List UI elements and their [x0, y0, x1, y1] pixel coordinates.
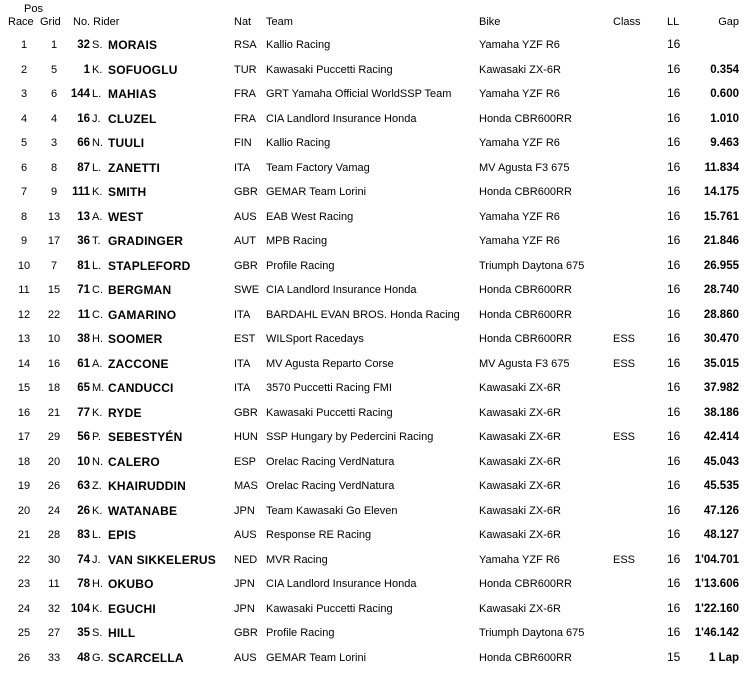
rider-surname: SCARCELLA: [108, 650, 184, 665]
grid-position: 10: [47, 333, 61, 345]
header-gap: Gap: [718, 16, 739, 28]
team-name: Kawasaki Puccetti Racing: [266, 602, 393, 615]
rider-initial: L.: [92, 259, 102, 272]
rider-number: 87: [77, 161, 90, 174]
bike-model: Kawasaki ZX-6R: [479, 406, 561, 419]
rider-number: 65: [77, 382, 90, 394]
gap-time: 1.010: [710, 112, 739, 125]
race-position: 14: [17, 357, 31, 370]
race-position: 20: [17, 504, 31, 517]
rider-number: 144: [70, 88, 90, 100]
nationality: NED: [234, 553, 258, 566]
rider-initial: N.: [92, 137, 103, 149]
laps-led: 16: [667, 135, 681, 149]
rider-surname: SOOMER: [108, 332, 163, 346]
bike-model: Kawasaki ZX-6R: [479, 504, 561, 517]
gap-time: 48.127: [703, 529, 739, 541]
bike-model: Kawasaki ZX-6R: [479, 480, 561, 492]
bike-model: Honda CBR600RR: [479, 308, 572, 321]
laps-led: 16: [667, 478, 681, 492]
rider-initial: N.: [92, 455, 103, 468]
rider-number: 104: [70, 602, 90, 615]
bike-model: MV Agusta F3 675: [479, 357, 570, 370]
gap-time: 1'46.142: [694, 627, 739, 639]
laps-led: 16: [667, 527, 681, 541]
table-row: [0, 646, 745, 671]
bike-model: Triumph Daytona 675: [479, 259, 585, 272]
grid-position: 3: [50, 137, 58, 149]
rider-number: 10: [77, 455, 90, 468]
team-name: Kallio Racing: [266, 137, 331, 149]
laps-led: 16: [667, 355, 681, 370]
gap-time: 0.354: [710, 63, 739, 76]
bike-model: MV Agusta F3 675: [479, 161, 570, 174]
grid-position: 27: [47, 627, 61, 639]
rider-initial: J.: [92, 112, 101, 125]
race-position: 21: [17, 529, 31, 541]
rider-initial: A.: [92, 210, 103, 223]
laps-led: 15: [667, 649, 681, 664]
table-row: [0, 499, 745, 524]
rider-surname: KHAIRUDDIN: [108, 479, 186, 493]
nationality: HUN: [234, 431, 258, 443]
team-name: 3570 Puccetti Racing FMI: [266, 382, 392, 394]
grid-position: 32: [47, 602, 61, 615]
rider-surname: ZANETTI: [108, 160, 161, 175]
team-name: MVR Racing: [266, 553, 328, 566]
gap-time: 28.740: [703, 284, 739, 296]
bike-model: Yamaha YZF R6: [479, 137, 560, 149]
nationality: GBR: [234, 627, 258, 639]
bike-model: Kawasaki ZX-6R: [479, 602, 561, 615]
bike-model: Honda CBR600RR: [479, 112, 572, 125]
header-class: Class: [613, 16, 641, 28]
grid-position: 18: [47, 382, 61, 394]
gap-time: 45.535: [703, 480, 739, 492]
rider-initial: G.: [92, 651, 104, 664]
gap-time: 30.470: [703, 333, 739, 345]
rider-surname: MORAIS: [108, 38, 158, 52]
laps-led: 16: [667, 453, 681, 468]
table-row: [0, 180, 745, 205]
bike-model: Kawasaki ZX-6R: [479, 529, 561, 541]
grid-position: 1: [50, 39, 58, 51]
team-name: Profile Racing: [266, 259, 335, 272]
gap-time: 1'13.606: [694, 578, 739, 590]
laps-led: 16: [667, 184, 681, 198]
rider-number: 71: [77, 284, 90, 296]
team-name: Profile Racing: [266, 627, 335, 639]
rider-surname: SOFUOGLU: [108, 62, 178, 77]
rider-initial: A.: [92, 357, 103, 370]
rider-surname: VAN SIKKELERUS: [108, 552, 216, 567]
rider-surname: RYDE: [108, 405, 142, 420]
gap-time: 1'22.160: [694, 602, 739, 615]
race-position: 19: [17, 480, 31, 492]
laps-led: 16: [667, 61, 681, 76]
rider-initial: L.: [92, 529, 102, 541]
header-race: Race: [8, 16, 34, 28]
gap-time: 21.846: [703, 235, 739, 247]
table-row: [0, 205, 745, 230]
rider-surname: EPIS: [108, 528, 137, 542]
table-row: [0, 401, 745, 426]
nationality: ESP: [234, 455, 257, 468]
grid-position: 7: [50, 259, 58, 272]
laps-led: 16: [667, 404, 681, 419]
rider-surname: ZACCONE: [108, 356, 169, 371]
race-position: 10: [17, 259, 31, 272]
grid-position: 15: [47, 284, 61, 296]
team-name: Kawasaki Puccetti Racing: [266, 63, 393, 76]
rider-initial: K.: [92, 602, 103, 615]
rider-number: 16: [77, 112, 90, 125]
laps-led: 16: [667, 380, 681, 394]
grid-position: 6: [50, 88, 58, 100]
bike-model: Honda CBR600RR: [479, 333, 572, 345]
laps-led: 16: [667, 257, 681, 272]
table-row: [0, 474, 745, 499]
grid-position: 20: [47, 455, 61, 468]
header-no-rider: No. Rider: [73, 16, 120, 28]
rider-surname: HILL: [108, 626, 136, 640]
team-name: Kallio Racing: [266, 39, 331, 51]
table-row: [0, 523, 745, 548]
class-label: ESS: [613, 333, 636, 345]
laps-led: 16: [667, 306, 681, 321]
race-position: 15: [17, 382, 31, 394]
gap-time: 0.600: [710, 88, 739, 100]
rider-number: 63: [77, 480, 90, 492]
rider-initial: K.: [92, 186, 103, 198]
header-nat: Nat: [234, 16, 252, 28]
race-position: 3: [20, 88, 28, 100]
table-row: [0, 572, 745, 597]
rider-surname: OKUBO: [108, 577, 154, 591]
grid-position: 4: [50, 112, 58, 125]
rider-number: 66: [77, 137, 90, 149]
nationality: JPN: [234, 504, 255, 517]
rider-initial: P.: [92, 431, 101, 443]
team-name: EAB West Racing: [266, 210, 354, 223]
race-position: 18: [17, 455, 31, 468]
table-row: [0, 254, 745, 279]
team-name: CIA Landlord Insurance Honda: [266, 284, 417, 296]
nationality: JPN: [234, 602, 255, 615]
rider-initial: J.: [92, 553, 101, 566]
nationality: TUR: [234, 63, 257, 76]
rider-surname: GAMARINO: [108, 307, 177, 322]
nationality: GBR: [234, 186, 258, 198]
race-position: 16: [17, 406, 31, 419]
rider-surname: SEBESTYÉN: [108, 430, 183, 444]
race-position: 12: [17, 308, 31, 321]
laps-led: 16: [667, 576, 681, 590]
race-position: 24: [17, 602, 31, 615]
gap-time: 28.860: [703, 308, 739, 321]
rider-surname: WEST: [108, 209, 144, 224]
rider-number: 74: [77, 553, 90, 566]
bike-model: Kawasaki ZX-6R: [479, 455, 561, 468]
rider-initial: C.: [92, 308, 103, 321]
laps-led: 16: [667, 625, 681, 639]
table-row: [0, 548, 745, 573]
grid-position: 33: [47, 651, 61, 664]
team-name: Team Kawasaki Go Eleven: [266, 504, 398, 517]
grid-position: 22: [47, 308, 61, 321]
header-team: Team: [266, 16, 293, 28]
laps-led: 16: [667, 110, 681, 125]
rider-initial: M.: [92, 382, 105, 394]
class-label: ESS: [613, 553, 636, 566]
bike-model: Yamaha YZF R6: [479, 39, 560, 51]
table-row: [0, 33, 745, 58]
gap-time: 38.186: [703, 406, 739, 419]
bike-model: Kawasaki ZX-6R: [479, 63, 561, 76]
class-label: ESS: [613, 357, 636, 370]
laps-led: 16: [667, 600, 681, 615]
race-position: 2: [20, 63, 28, 76]
race-position: 8: [20, 210, 28, 223]
table-row: [0, 131, 745, 156]
race-position: 4: [20, 112, 28, 125]
table-row: [0, 58, 745, 83]
laps-led: 16: [667, 37, 681, 51]
gap-time: 47.126: [703, 504, 739, 517]
grid-position: 16: [47, 357, 61, 370]
nationality: JPN: [234, 578, 255, 590]
rider-initial: C.: [92, 284, 103, 296]
grid-position: 9: [50, 186, 58, 198]
gap-time: 37.982: [703, 382, 739, 394]
rider-number: 1: [83, 63, 90, 76]
bike-model: Honda CBR600RR: [479, 186, 572, 198]
bike-model: Yamaha YZF R6: [479, 88, 560, 100]
rider-number: 61: [77, 357, 90, 370]
table-row: [0, 425, 745, 450]
gap-time: 45.043: [703, 455, 739, 468]
header-grid: Grid: [40, 16, 61, 28]
race-position: 5: [20, 137, 28, 149]
race-position: 23: [17, 578, 31, 590]
rider-number: 13: [77, 210, 90, 223]
rider-surname: SMITH: [108, 185, 147, 199]
race-position: 7: [20, 186, 28, 198]
table-row: [0, 156, 745, 181]
team-name: GEMAR Team Lorini: [266, 186, 367, 198]
bike-model: Honda CBR600RR: [479, 284, 572, 296]
nationality: RSA: [234, 39, 257, 51]
bike-model: Triumph Daytona 675: [479, 627, 585, 639]
gap-time: 15.761: [703, 210, 739, 223]
rider-initial: L.: [92, 88, 102, 100]
team-name: Team Factory Vamag: [266, 161, 370, 174]
nationality: FRA: [234, 112, 256, 125]
nationality: AUT: [234, 235, 256, 247]
nationality: AUS: [234, 210, 257, 223]
team-name: MPB Racing: [266, 235, 328, 247]
nationality: FRA: [234, 88, 256, 100]
rider-number: 38: [77, 333, 90, 345]
race-position: 25: [17, 627, 31, 639]
rider-initial: T.: [92, 235, 101, 247]
grid-position: 8: [50, 161, 58, 174]
nationality: GBR: [234, 406, 258, 419]
team-name: Orelac Racing VerdNatura: [266, 480, 395, 492]
gap-time: 1'04.701: [694, 553, 739, 566]
rider-number: 77: [77, 406, 90, 419]
grid-position: 24: [47, 504, 61, 517]
table-row: [0, 376, 745, 401]
grid-position: 17: [47, 235, 61, 247]
grid-position: 21: [47, 406, 61, 419]
gap-time: 35.015: [703, 357, 739, 370]
team-name: Response RE Racing: [266, 529, 372, 541]
nationality: ITA: [234, 308, 251, 321]
rider-surname: WATANABE: [108, 503, 178, 518]
table-row: [0, 597, 745, 622]
gap-time: 11.834: [704, 161, 739, 174]
header-ll: LL: [667, 16, 680, 28]
rider-number: 32: [77, 39, 90, 51]
laps-led: 16: [667, 86, 681, 100]
rider-number: 11: [77, 308, 90, 321]
gap-time: 42.414: [703, 431, 739, 443]
table-row: [0, 107, 745, 132]
grid-position: 13: [47, 210, 61, 223]
gap-time: 26.955: [703, 259, 739, 272]
rider-initial: L.: [92, 161, 102, 174]
bike-model: Honda CBR600RR: [479, 578, 572, 590]
laps-led: 16: [667, 233, 681, 247]
race-position: 13: [17, 333, 31, 345]
nationality: AUS: [234, 651, 257, 664]
bike-model: Kawasaki ZX-6R: [479, 431, 561, 443]
laps-led: 16: [667, 208, 681, 223]
laps-led: 16: [667, 159, 681, 174]
team-name: Kawasaki Puccetti Racing: [266, 406, 393, 419]
rider-number: 81: [77, 259, 90, 272]
gap-time: 14.175: [703, 186, 739, 198]
team-name: SSP Hungary by Pedercini Racing: [266, 431, 434, 443]
race-position: 17: [17, 431, 31, 443]
laps-led: 16: [667, 282, 681, 296]
nationality: ITA: [234, 161, 251, 174]
table-row: [0, 352, 745, 377]
laps-led: 16: [667, 429, 681, 443]
team-name: CIA Landlord Insurance Honda: [266, 578, 417, 590]
team-name: GRT Yamaha Official WorldSSP Team: [266, 88, 452, 100]
header-pos: Pos: [24, 3, 43, 15]
rider-initial: Z.: [92, 480, 102, 492]
rider-number: 36: [77, 235, 90, 247]
team-name: CIA Landlord Insurance Honda: [266, 112, 417, 125]
rider-initial: K.: [92, 406, 103, 419]
rider-number: 56: [77, 431, 90, 443]
bike-model: Kawasaki ZX-6R: [479, 382, 561, 394]
team-name: BARDAHL EVAN BROS. Honda Racing: [266, 308, 460, 321]
bike-model: Honda CBR600RR: [479, 651, 572, 664]
rider-initial: H.: [92, 578, 103, 590]
grid-position: 29: [47, 431, 61, 443]
gap-time: 9.463: [710, 137, 739, 149]
laps-led: 16: [667, 502, 681, 517]
rider-initial: K.: [92, 504, 103, 517]
header-bike: Bike: [479, 16, 501, 28]
rider-surname: MAHIAS: [108, 87, 157, 101]
nationality: MAS: [234, 480, 258, 492]
team-name: MV Agusta Reparto Corse: [266, 357, 394, 370]
team-name: GEMAR Team Lorini: [266, 651, 367, 664]
rider-surname: CLUZEL: [108, 111, 157, 126]
team-name: Orelac Racing VerdNatura: [266, 455, 395, 468]
race-position: 6: [20, 161, 28, 174]
rider-number: 83: [77, 529, 90, 541]
grid-position: 28: [47, 529, 61, 541]
team-name: WILSport Racedays: [266, 333, 364, 345]
rider-surname: CANDUCCI: [108, 381, 174, 395]
rider-initial: H.: [92, 333, 103, 345]
table-row: [0, 327, 745, 352]
rider-number: 26: [77, 504, 90, 517]
table-row: [0, 278, 745, 303]
rider-surname: EGUCHI: [108, 601, 156, 616]
gap-time: 1 Lap: [708, 651, 739, 664]
grid-position: 11: [48, 578, 60, 590]
rider-surname: STAPLEFORD: [108, 258, 191, 273]
nationality: ITA: [234, 382, 251, 394]
race-position: 22: [17, 553, 31, 566]
rider-surname: CALERO: [108, 454, 160, 469]
rider-initial: S.: [92, 39, 103, 51]
table-row: [0, 450, 745, 475]
rider-initial: K.: [92, 63, 103, 76]
class-label: ESS: [613, 431, 636, 443]
grid-position: 30: [47, 553, 61, 566]
bike-model: Yamaha YZF R6: [479, 235, 560, 247]
table-row: [0, 621, 745, 646]
bike-model: Yamaha YZF R6: [479, 210, 560, 223]
rider-number: 35: [77, 627, 90, 639]
nationality: EST: [234, 333, 256, 345]
race-position: 11: [18, 284, 30, 296]
rider-number: 111: [72, 186, 90, 198]
race-position: 26: [17, 651, 31, 664]
nationality: AUS: [234, 529, 257, 541]
nationality: FIN: [234, 137, 252, 149]
bike-model: Yamaha YZF R6: [479, 553, 560, 566]
race-position: 9: [20, 235, 28, 247]
rider-surname: TUULI: [108, 136, 145, 150]
grid-position: 5: [50, 63, 58, 76]
table-row: [0, 82, 745, 107]
rider-surname: GRADINGER: [108, 234, 184, 248]
rider-number: 48: [77, 651, 90, 664]
rider-initial: S.: [92, 627, 103, 639]
nationality: ITA: [234, 357, 251, 370]
nationality: GBR: [234, 259, 258, 272]
laps-led: 16: [667, 551, 681, 566]
rider-surname: BERGMAN: [108, 283, 172, 297]
grid-position: 26: [47, 480, 61, 492]
nationality: SWE: [234, 284, 260, 296]
table-row: [0, 229, 745, 254]
race-position: 1: [20, 39, 28, 51]
laps-led: 16: [667, 331, 681, 345]
table-row: [0, 303, 745, 328]
rider-number: 78: [77, 578, 90, 590]
